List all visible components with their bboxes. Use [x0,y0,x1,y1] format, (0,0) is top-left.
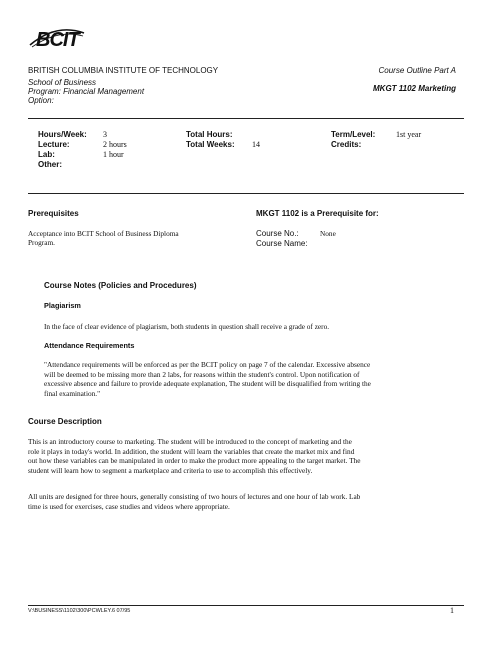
school-name: School of Business [28,78,97,87]
logo-text: BCIT [36,29,79,51]
description-line: role it plays in today's world. In addition, the student will learn the variables that create the market mix and find [28,446,355,456]
term-level-value: 1st year [396,130,422,139]
plagiarism-text: In the face of clear evidence of plagiarism, both students in question shall receive a grade of zero. [44,322,330,331]
course-code-title: MKGT 1102 Marketing [373,84,456,93]
description-line: time is used for exercises, case studies and videos where appropriate. [28,501,230,511]
course-no-label: Course No.: [256,229,299,238]
footer-file-path: V:\BUSINESS\1102\300\PCWLEY.6 07/95 [28,608,131,614]
attendance-line: excessive absence and failure to provide adequate explanation, The student will be disqualified from writing the [44,379,371,389]
total-weeks-value: 14 [252,140,260,149]
course-no-value: None [320,229,336,238]
attendance-line: will be deemed to be missing more than 2 labs, for reasons within the student's control. Upon notification of [44,369,360,379]
prerequisites-text-line1: Acceptance into BCIT School of Business Diploma [28,229,179,238]
info-divider [28,193,464,194]
description-line: student will learn how to segment a marketplace and criteria to use to accomplish this effectively. [28,465,313,475]
header-divider [28,118,464,119]
attendance-heading: Attendance Requirements [44,341,135,350]
course-description-heading: Course Description [28,417,102,426]
description-line: This is an introductory course to marketing. The student will be introduced to the concept of marketing and the [28,437,352,446]
page-number: 1 [450,606,454,615]
lab-value: 1 hour [103,150,124,159]
institute-name: BRITISH COLUMBIA INSTITUTE OF TECHNOLOGY [28,66,219,75]
term-level-label: Term/Level: [331,130,376,139]
attendance-line: "Attendance requirements will be enforced as per the BCIT policy on page 7 of the calendar. Excessive absence [44,360,371,369]
lecture-value: 2 hours [103,140,127,149]
plagiarism-heading: Plagiarism [44,301,81,310]
course-notes-heading: Course Notes (Policies and Procedures) [44,281,197,290]
prerequisites-heading: Prerequisites [28,209,79,218]
lecture-label: Lecture: [38,140,70,149]
program-name: Program: Financial Management [28,87,145,96]
footer-divider [28,605,464,606]
hours-week-label: Hours/Week: [38,130,87,139]
total-weeks-label: Total Weeks: [186,140,235,149]
total-hours-label: Total Hours: [186,130,233,139]
description-paragraph-2 [28,492,474,511]
course-name-label: Course Name: [256,239,308,248]
bcit-logo [28,27,86,51]
other-label: Other: [38,160,62,169]
prerequisites-text-line2: Program. [28,238,55,247]
attendance-line: final examination." [44,388,101,398]
hours-week-value: 3 [103,130,107,139]
description-line: All units are designed for three hours, generally consisting of two hours of lectures and one hour of lab work. Lab [28,492,361,501]
lab-label: Lab: [38,150,55,159]
attendance-paragraph [44,360,474,398]
credits-label: Credits: [331,140,362,149]
option-label: Option: [28,96,54,105]
course-outline-label: Course Outline Part A [378,66,456,75]
description-paragraph-1 [28,437,474,475]
prerequisite-for-heading: MKGT 1102 is a Prerequisite for: [256,209,379,218]
description-line: out how these variables can be manipulated in order to make the product more appealing to the target market. The [28,456,361,466]
